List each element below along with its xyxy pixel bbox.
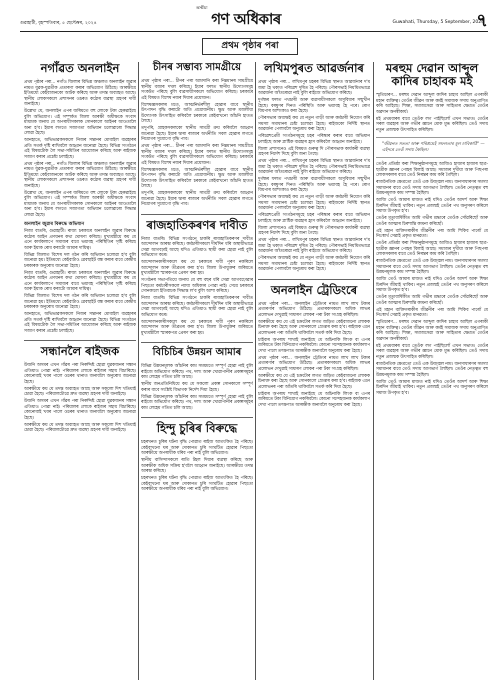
article-paragraph: প্ৰথম পৃষ্ঠাৰ পৰা... চীনৰ পৰা আমদানি কৰা নিম্নমানৰ সামগ্ৰীয়ে স্থানীয় বজাৰ দখল কৰিছে। ইয়াৰ ফলত স্থানীয় উদ্যোগসমূহ সংকটত পৰিছে বুলি ব্যৱসায়ীসকলে অভিযোগ কৰিছে। চৰকাৰে এই বিষয়ত বিশেষ নজৰ দিয়াৰ প্ৰয়োজন।: [141, 79, 253, 101]
article-headline: নগাঁৱত অনলাইন: [40, 61, 120, 75]
article-paragraph: আন্দোলনকাৰীসকলে কয় যে চৰকাৰে দাবী পূৰণ নকৰিলে আন্দোলন আৰু তীব্ৰতৰ কৰা হ'ব। জিলা উপায়ুক্তৰ জৰিয়তে মুখ্যমন্ত্ৰীলৈ স্মাৰকপত্ৰ প্ৰেৰণ কৰা হয়।: [141, 319, 253, 336]
article-theft: [141, 422, 253, 493]
article-paragraph: চহৰখনত চুৰিৰ ঘটনা বৃদ্ধি পোৱাত ৰাইজ আতংকিত হৈ পৰিছে। কেইবাখনো ঘৰ আৰু দোকানত চুৰি সংঘটিত হোৱাৰ পিছতো আৰক্ষীয়ে অপৰাধীক ধৰিব পৰা নাই বুলি অভিযোগ।: [141, 440, 253, 456]
article-paragraph: আৰক্ষীয়ে কয় যে এই চক্ৰটোৰ লগত জড়িত কেইবাজনো লোকক চিনাক্ত কৰা হৈছে আৰু সোনকালে গ্ৰেপ্তাৰ কৰা হ'ব। ৰাইজক এনে প্ৰলোভনৰ পৰা আঁতৰি থাকিবলৈ সতৰ্ক কৰি দিয়া হৈছে।: [258, 319, 370, 336]
article-paragraph: সংগঠনৰ সভাপতিয়ে জনায় যে বহু বছৰ ধৰি সেৱা আগবঢ়োৱাৰ পিছতো কৰ্মচাৰীসকলে ন্যায্য অধিকাৰ পোৱা নাই। সেয়ে চৰকাৰে সোনকালে ইতিবাচক সিদ্ধান্ত ল'ব বুলি আশা কৰিছে।: [141, 278, 253, 294]
article-separator: [141, 214, 253, 215]
column-divider: [138, 62, 139, 680]
article-paragraph: পৌৰসভাৰ অধ্যক্ষই কয় যে নতুন গাড়ী আৰু কৰ্মচাৰী নিয়োগ কৰি সমস্যা সমাধানৰ চেষ্টা চলোৱা হৈছে। ৰাইজকো নিৰ্দিষ্ট স্থানত আৱৰ্জনা পেলাবলৈ অনুৰোধ কৰা হৈছে।: [258, 116, 370, 132]
column-3: [258, 58, 370, 684]
article-paragraph: তেওঁৰ মৃত্যুবাৰ্ষিকীত আমি গভীৰ শ্ৰদ্ধাৰে তেওঁক সোঁৱৰিছোঁ আৰু তেওঁৰ আত্মাৰ চিৰশান্তি কামনা কৰিছোঁ।: [376, 216, 488, 227]
article-paragraph: দুৰ্গন্ধৰ ফলত পথচাৰী আৰু ব্যৱসায়ীসকলে অসুবিধাৰ সন্মুখীন হৈছে। বৰষুণৰ দিনত পৰিস্থিতি আৰু ভয়াবহ হৈ পৰে। ৰোগ বিয়পাৰ আশংকাও কৰা হৈছে।: [258, 98, 370, 114]
article-paragraph: চাইবাৰ অপৰাধ শাখাই জনাইছে যে অচিনাকি লিংক বা এপৰ জৰিয়তে টকা বিনিয়োগ নকৰিবলৈ। কোনো সন্দেহজনক কাৰ্যকলাপ দেখা পালে তৎক্ষণাত আৰক্ষীক জনাবলৈ অনুৰোধ কৰা হৈছে।: [258, 337, 370, 354]
article-paragraph: আৰক্ষীয়ে কয় যে তদন্ত অব্যাহত আছে আৰু সকলো দিশ খতিয়াই চোৱা হৈছে। পৰিয়ালটোৱে দ্ৰুত ব্যৱস্থা গ্ৰহণৰ দাবী জনাইছে।: [24, 422, 136, 433]
quote-rule: [376, 157, 488, 158]
article-paragraph: এই মহান ব্যক্তিগৰাকীৰ জীৱনীৰ পৰা আমি শিকিব পাৰোঁ যে নিঃস্বাৰ্থ সেৱাই প্ৰকৃত মানৱতা।: [376, 307, 488, 318]
article-paragraph: প্ৰথম পৃষ্ঠাৰ পৰা... লখিমপুৰ চহৰৰ বিভিন্ন স্থানত আৱৰ্জনাৰ দ'ম জমা হৈ থকাত পৰিৱেশ দূষিত হৈ পৰিছে। পৌৰসভাই নিয়মিতভাৱে আৱৰ্জনা আঁতৰোৱা নাই বুলি ৰাইজে অভিযোগ কৰিছে।: [258, 238, 370, 254]
article-paragraph: বিশেষজ্ঞসকলৰ মতে, আত্মনিৰ্ভৰশীল হোৱাৰ বাবে স্থানীয় উৎপাদন বৃদ্ধি কৰাটো অতি প্ৰয়োজনীয়। ক্ষুদ্ৰ আৰু মজলীয়া উদ্যোগক উৎসাহিত কৰিবলৈ চৰকাৰে কেইবাখনো আঁচনি হাতত লৈছে।: [141, 102, 253, 124]
newspaper-title-text: গণ অধিকাৰ: [211, 10, 281, 28]
article-paragraph: মই প্ৰথমবাৰৰ বাবে তেওঁক লগ পাইছিলোঁ এখন সভাত। তেওঁৰ সৰল ব্যৱহাৰ আৰু গভীৰ জ্ঞানে মোক মুগ্ধ কৰিছিল। তেওঁ সদায় নতুন প্ৰজন্মক উৎসাহিত কৰিছিল।: [376, 343, 488, 360]
article-headline: ৰাজহাতিকৰণৰ দাবীত: [146, 217, 248, 232]
masthead-date-assamese: গুৱাহাটী, বৃহস্পতিবাৰ, ৫ ছেপ্টেম্বৰ, ২০২৪: [20, 21, 97, 26]
article-paragraph: স্থানীয় জনপ্ৰতিনিধিয়ে কয় যে সকলো প্ৰকল্প সোনকালে সম্পূৰ্ণ কৰাৰ বাবে সংশ্লিষ্ট বিভাগক নিৰ্দেশ দিয়া হৈছে।: [141, 382, 253, 393]
article-nagaon-online: [24, 62, 136, 334]
article-paragraph: আজি তেওঁ আমাৰ মাজত নাই যদিও তেওঁৰ আদৰ্শ আৰু শিক্ষা চিৰদিন জীয়াই থাকিব। নতুন প্ৰজন্মই তেওঁৰ পথ অনুসৰণ কৰিলে সমাজ উপকৃত হ'ব।: [376, 277, 488, 293]
article-paragraph: নিজা বাতৰি, গুৱাহাটী। ৰাজ্য চৰকাৰে অনলাইন জুৱাৰ বিৰুদ্ধে কঠোৰ আইন প্ৰণয়নৰ কথা ঘোষণা কৰিছে। মুখ্যমন্ত্ৰীয়ে কয় যে এনে কাৰ্যকলাপে সমাজৰ বাবে ভয়াবহ পৰিস্থিতিৰ সৃষ্টি কৰিছে আৰু ইয়াক ৰোধ কৰাটো আমাৰ দায়িত্ব।: [24, 270, 136, 292]
column-divider: [373, 62, 374, 680]
column-2: [141, 58, 253, 684]
section-banner: প্ৰথম পৃষ্ঠাৰ পৰা: [202, 38, 298, 55]
article-paragraph: পৰিৱেশপ্ৰেমী সংগঠনসমূহে চহৰ পৰিষ্কাৰ কৰাৰ বাবে অভিযান চলাইছে আৰু প্লাষ্টিক ব্যৱহাৰ হ্ৰাস কৰিবলৈ আহ্বান জনাইছে।: [258, 134, 370, 145]
article-paragraph: নিজা বাতৰি। বিভিন্ন সংগঠনে চাকৰি ৰাজহাতিকৰণৰ দাবীত আন্দোলন আৰম্ভ কৰিছে। কৰ্মচাৰীসকলে দীৰ্ঘদিন ধৰি অস্থায়ীভাৱে সেৱা আগবঢ়াই আছে যদিও এতিয়াও স্থায়ী কৰা হোৱা নাই বুলি অভিযোগ কৰে।: [141, 236, 253, 258]
article-paragraph: নিজা বাতৰি, গুৱাহাটী। ৰাজ্য চৰকাৰে অনলাইন জুৱাৰ বিৰুদ্ধে কঠোৰ আইন প্ৰণয়নৰ কথা ঘোষণা কৰিছে। মুখ্যমন্ত্ৰীয়ে কয় যে এনে কাৰ্যকলাপে সমাজৰ বাবে ভয়াবহ পৰিস্থিতিৰ সৃষ্টি কৰিছে আৰু ইয়াক ৰোধ কৰাটো আমাৰ দায়িত্ব।: [24, 229, 136, 251]
article-china-goods: [141, 62, 253, 208]
article-paragraph: আজি তেওঁ আমাৰ মাজত নাই যদিও তেওঁৰ আদৰ্শ আৰু শিক্ষা চিৰদিন জীয়াই থাকিব। নতুন প্ৰজন্মই তেওঁৰ পথ অনুসৰণ কৰিলে সমাজ উপকৃত হ'ব।: [376, 379, 488, 396]
article-paragraph: উল্লেখ্য যে, অনলাইন এপৰ জৰিয়তে বহু লোকে টকা হেৰুৱাইছে বুলি অভিযোগ। এই সম্পৰ্কত জিলা আৰক্ষী অধীক্ষকে সংবাদ মাধ্যমক জনায় যে অপৰাধীসকলক সোনকালে আইনৰ আওতালৈ অনা হ'ব। ইয়াৰ লগতে সজাগতা অভিযান চলোৱাৰো সিদ্ধান্ত লোৱা হৈছে।: [24, 190, 136, 218]
article-paragraph: চাইবাৰ অপৰাধ শাখাই জনাইছে যে অচিনাকি লিংক বা এপৰ জৰিয়তে টকা বিনিয়োগ নকৰিবলৈ। কোনো সন্দেহজনক কাৰ্যকলাপ দেখা পালে তৎক্ষণাত আৰক্ষীক জনাবলৈ অনুৰোধ কৰা হৈছে।: [258, 391, 370, 408]
article-paragraph: আন্দোলনকাৰীসকলে কয় যে চৰকাৰে দাবী পূৰণ নকৰিলে আন্দোলন আৰু তীব্ৰতৰ কৰা হ'ব। জিলা উপায়ুক্তৰ জৰিয়তে মুখ্যমন্ত্ৰীলৈ স্মাৰকপত্ৰ প্ৰেৰণ কৰা হয়।: [141, 260, 253, 276]
article-dewan-abdul-kadir: [376, 62, 488, 396]
column-divider: [255, 62, 256, 680]
article-paragraph: জিলা প্ৰশাসনেও এই বিষয়ত গুৰুত্ব দি পৌৰসভাক কাৰ্যকৰী ব্যৱস্থা গ্ৰহণৰ নিৰ্দেশ দিছে বুলি জনা গৈছে।: [258, 225, 370, 236]
article-paragraph: বিভিন্ন জিলাত বিশেষ দল গঠন কৰি অভিযান চলোৱা হ'ব বুলি জনোৱা হয়। ইতিমধ্যে কেইবাটাও ৱেবছাইট বন্ধ কৰাৰ বাবে কেন্দ্ৰীয় চৰকাৰক অনুৰোধ জনোৱা হৈছে।: [24, 252, 136, 269]
article-paragraph: পৰিৱেশপ্ৰেমী সংগঠনসমূহে চহৰ পৰিষ্কাৰ কৰাৰ বাবে অভিযান চলাইছে আৰু প্লাষ্টিক ব্যৱহাৰ হ্ৰাস কৰিবলৈ আহ্বান জনাইছে।: [258, 213, 370, 224]
article-paragraph: পৌৰসভাৰ অধ্যক্ষই কয় যে নতুন গাড়ী আৰু কৰ্মচাৰী নিয়োগ কৰি সমস্যা সমাধানৰ চেষ্টা চলোৱা হৈছে। ৰাইজকো নিৰ্দিষ্ট স্থানত আৱৰ্জনা পেলাবলৈ অনুৰোধ কৰা হৈছে।: [258, 195, 370, 211]
article-separator: [24, 340, 136, 341]
article-paragraph: আনহাতে, অভিভাৱকসকলে নিজৰ সন্তানৰ মোবাইল ব্যৱহাৰৰ প্ৰতি সতৰ্ক দৃষ্টি ৰাখিবলৈ আহ্বান জনোৱা হৈছে। বিভিন্ন সংগঠনে এই বিষয়টোক লৈ সভা-সমিতিৰ আয়োজন কৰিছে আৰু ৰাইজক সজাগ কৰাৰ প্ৰচেষ্টা চলাইছে।: [24, 138, 136, 160]
article-paragraph: ৰাজনৈতিক ক্ষেত্ৰতো তেওঁ এক উজ্জ্বল নাম। জনসাধাৰণৰ সমস্যা সমাধানৰ বাবে তেওঁ সদায় আগভাগ লৈছিল। তেওঁৰ নেতৃত্বত বহু উন্নয়নমূলক কাম সম্পন্ন হৈছিল।: [376, 361, 488, 378]
article-headline: অনলাইন ট্ৰেডিংৰে: [270, 282, 358, 297]
article-regularisation: [141, 219, 253, 337]
article-paragraph: বিভিন্ন উন্নয়নমূলক আঁচনিৰ কাম সময়মতে সম্পূৰ্ণ হোৱা নাই বুলি ৰাইজে অভিযোগ কৰিছে। পথ, দলং আৰু খোৱাপানীৰ প্ৰকল্পসমূহৰ কাম লেহেম গতিত চলি আছে।: [141, 364, 253, 380]
article-separator: [141, 342, 253, 343]
article-paragraph: ৰাজনৈতিক ক্ষেত্ৰতো তেওঁ এক উজ্জ্বল নাম। জনসাধাৰণৰ সমস্যা সমাধানৰ বাবে তেওঁ সদায় আগভাগ লৈছিল। তেওঁৰ নেতৃত্বত বহু উন্নয়নমূলক কাম সম্পন্ন হৈছিল।: [376, 259, 488, 275]
article-paragraph: বিশেষজ্ঞসকলৰ মতে, আত্মনিৰ্ভৰশীল হোৱাৰ বাবে স্থানীয় উৎপাদন বৃদ্ধি কৰাটো অতি প্ৰয়োজনীয়। ক্ষুদ্ৰ আৰু মজলীয়া উদ্যোগক উৎসাহিত কৰিবলৈ চৰকাৰে কেইবাখনো আঁচনি হাতত লৈছে।: [141, 167, 253, 189]
article-paragraph: স্মৃতিচাৰণ... মৰহুম দেৱান আব্দুল কাদিৰ চাহাব আছিল এগৰাকী মহান ব্যক্তিত্ব। তেওঁৰ জীৱন আৰু কৰ্মই সমাজক সদায় অনুপ্ৰাণিত কৰি আহিছে। শিক্ষা, সমাজসেৱা আৰু সাহিত্যৰ ক্ষেত্ৰত তেওঁৰ অৱদান অনস্বীকাৰ্য।: [376, 320, 488, 342]
article-paragraph: প্ৰথম পৃষ্ঠাৰ পৰা... চীনৰ পৰা আমদানি কৰা নিম্নমানৰ সামগ্ৰীয়ে স্থানীয় বজাৰ দখল কৰিছে। ইয়াৰ ফলত স্থানীয় উদ্যোগসমূহ সংকটত পৰিছে বুলি ব্যৱসায়ীসকলে অভিযোগ কৰিছে। চৰকাৰে এই বিষয়ত বিশেষ নজৰ দিয়াৰ প্ৰয়োজন।: [141, 144, 253, 166]
newspaper-title: [196, 5, 296, 33]
article-paragraph: জিলা প্ৰশাসনেও এই বিষয়ত গুৰুত্ব দি পৌৰসভাক কাৰ্যকৰী ব্যৱস্থা গ্ৰহণৰ নিৰ্দেশ দিছে বুলি জনা গৈছে।: [258, 146, 370, 157]
article-headline: হিন্দু চুৰিৰ বিৰুদ্ধে: [156, 421, 238, 435]
article-headline: মৰহুম দেৱান আব্দুল কাদিৰ চাহাবক মই: [385, 61, 479, 88]
article-paragraph: আৰক্ষীয়ে কয় যে তদন্ত অব্যাহত আছে আৰু সকলো দিশ খতিয়াই চোৱা হৈছে। পৰিয়ালটোৱে দ্ৰুত ব্যৱস্থা গ্ৰহণৰ দাবী জনাইছে।: [24, 386, 136, 397]
page-number: ৭: [476, 10, 488, 31]
newspaper-title-small: অসমীয়া: [196, 5, 207, 10]
article-paragraph: উল্লেখ্য যে, অনলাইন এপৰ জৰিয়তে বহু লোকে টকা হেৰুৱাইছে বুলি অভিযোগ। এই সম্পৰ্কত জিলা আৰক্ষী অধীক্ষকে সংবাদ মাধ্যমক জনায় যে অপৰাধীসকলক সোনকালে আইনৰ আওতালৈ অনা হ'ব। ইয়াৰ লগতে সজাগতা অভিযান চলোৱাৰো সিদ্ধান্ত লোৱা হৈছে।: [24, 109, 136, 136]
article-headline: লখিমপুৰত আৱৰ্জনাৰ: [264, 61, 364, 75]
article-paragraph: তেওঁৰ প্ৰতিষ্ঠা কৰা শিক্ষানুষ্ঠানসমূহে আজিও হাজাৰ হাজাৰ ছাত্ৰ-ছাত্ৰীক জ্ঞানৰ পোহৰ বিলাই আছে। সমাজৰ দুখীয়া আৰু পিছপৰা লোকসকলৰ বাবে তেওঁ নিৰন্তৰ কাম কৰি গৈছিল।: [376, 241, 488, 257]
article-paragraph: ৰাজনৈতিক ক্ষেত্ৰতো তেওঁ এক উজ্জ্বল নাম। জনসাধাৰণৰ সমস্যা সমাধানৰ বাবে তেওঁ সদায় আগভাগ লৈছিল। তেওঁৰ নেতৃত্বত বহু উন্নয়নমূলক কাম সম্পন্ন হৈছিল।: [376, 180, 488, 196]
article-paragraph: উজনি অসমৰ এখন গাঁৱৰ পৰা নিৰুদ্দিষ্ট হোৱা যুৱকজনৰ সন্ধান এতিয়াও পোৱা নাই। পৰিয়ালৰ লোকে ৰাইজৰ সহায় বিচাৰিছে। কোনোবাই খবৰ পালে ওচৰৰ থানাত জনাবলৈ অনুৰোধ জনোৱা হৈছে।: [24, 399, 136, 421]
article-paragraph: প্ৰথম পৃষ্ঠাৰ পৰা... অনলাইন ট্ৰেডিংৰ নামত লাখ লাখ টকাৰ প্ৰতাৰণাৰ অভিযোগ উঠিছে। প্ৰতাৰকসকলে অধিক লাভৰ প্ৰলোভন দেখুৱাই সাধাৰণ লোকৰ পৰা টকা সংগ্ৰহ কৰিছিল।: [258, 301, 370, 318]
article-paragraph: বিভিন্ন জিলাত বিশেষ দল গঠন কৰি অভিযান চলোৱা হ'ব বুলি জনোৱা হয়। ইতিমধ্যে কেইবাটাও ৱেবছাইট বন্ধ কৰাৰ বাবে কেন্দ্ৰীয় চৰকাৰক অনুৰোধ জনোৱা হৈছে।: [24, 294, 136, 310]
article-lakhimpur-garbage: [258, 62, 370, 273]
article-paragraph: তেওঁৰ প্ৰতিষ্ঠা কৰা শিক্ষানুষ্ঠানসমূহে আজিও হাজাৰ হাজাৰ ছাত্ৰ-ছাত্ৰীক জ্ঞানৰ পোহৰ বিলাই আছে। সমাজৰ দুখীয়া আৰু পিছপৰা লোকসকলৰ বাবে তেওঁ নিৰন্তৰ কাম কৰি গৈছিল।: [376, 162, 488, 178]
article-paragraph: চহৰখনত চুৰিৰ ঘটনা বৃদ্ধি পোৱাত ৰাইজ আতংকিত হৈ পৰিছে। কেইবাখনো ঘৰ আৰু দোকানত চুৰি সংঘটিত হোৱাৰ পিছতো আৰক্ষীয়ে অপৰাধীক ধৰিব পৰা নাই বুলি অভিযোগ।: [141, 476, 253, 492]
article-headline: বিচিচিৰ উন্নয়ন আমাৰ: [152, 347, 242, 358]
article-paragraph: বিভিন্ন উন্নয়নমূলক আঁচনিৰ কাম সময়মতে সম্পূৰ্ণ হোৱা নাই বুলি ৰাইজে অভিযোগ কৰিছে। পথ, দলং আৰু খোৱাপানীৰ প্ৰকল্পসমূহৰ কাম লেহেম গতিত চলি আছে।: [141, 394, 253, 411]
article-search-public: [24, 345, 136, 434]
column-1: [24, 58, 136, 684]
article-paragraph: আনহাতে, অভিভাৱকসকলে নিজৰ সন্তানৰ মোবাইল ব্যৱহাৰৰ প্ৰতি সতৰ্ক দৃষ্টি ৰাখিবলৈ আহ্বান জনোৱা হৈছে। বিভিন্ন সংগঠনে এই বিষয়টোক লৈ সভা-সমিতিৰ আয়োজন কৰিছে আৰু ৰাইজক সজাগ কৰাৰ প্ৰচেষ্টা চলাইছে।: [24, 312, 136, 334]
article-paragraph: প্ৰথম পৃষ্ঠাৰ পৰা... লখিমপুৰ চহৰৰ বিভিন্ন স্থানত আৱৰ্জনাৰ দ'ম জমা হৈ থকাত পৰিৱেশ দূষিত হৈ পৰিছে। পৌৰসভাই নিয়মিতভাৱে আৱৰ্জনা আঁতৰোৱা নাই বুলি ৰাইজে অভিযোগ কৰিছে।: [258, 159, 370, 175]
article-paragraph: তেওঁৰ মৃত্যুবাৰ্ষিকীত আমি গভীৰ শ্ৰদ্ধাৰে তেওঁক সোঁৱৰিছোঁ আৰু তেওঁৰ আত্মাৰ চিৰশান্তি কামনা কৰিছোঁ।: [376, 295, 488, 306]
article-paragraph: প্ৰথম পৃষ্ঠাৰ পৰা... অনলাইন ট্ৰেডিংৰ নামত লাখ লাখ টকাৰ প্ৰতাৰণাৰ অভিযোগ উঠিছে। প্ৰতাৰকসকলে অধিক লাভৰ প্ৰলোভন দেখুৱাই সাধাৰণ লোকৰ পৰা টকা সংগ্ৰহ কৰিছিল।: [258, 355, 370, 372]
article-quote: "জীৱনত সততা আৰু পৰিশ্ৰমেই সফলতাৰ মূল চাবিকাঠি" — এইদৰে তেওঁ সদায় কৈছিল।: [382, 142, 485, 153]
article-separator: [258, 279, 370, 280]
article-online-trading: [258, 284, 370, 409]
article-paragraph: দুৰ্গন্ধৰ ফলত পথচাৰী আৰু ব্যৱসায়ীসকলে অসুবিধাৰ সন্মুখীন হৈছে। বৰষুণৰ দিনত পৰিস্থিতি আৰু ভয়াবহ হৈ পৰে। ৰোগ বিয়পাৰ আশংকাও কৰা হৈছে।: [258, 177, 370, 193]
column-4: [376, 58, 488, 684]
article-paragraph: প্ৰথম পৃষ্ঠাৰ পৰা... লখিমপুৰ চহৰৰ বিভিন্ন স্থানত আৱৰ্জনাৰ দ'ম জমা হৈ থকাত পৰিৱেশ দূষিত হৈ পৰিছে। পৌৰসভাই নিয়মিতভাৱে আৱৰ্জনা আঁতৰোৱা নাই বুলি ৰাইজে অভিযোগ কৰিছে।: [258, 80, 370, 96]
masthead-date-english: Guwahati, Thursday, 5 September, 2024: [392, 20, 484, 25]
article-paragraph: এই মহান ব্যক্তিগৰাকীৰ জীৱনীৰ পৰা আমি শিকিব পাৰোঁ যে নিঃস্বাৰ্থ সেৱাই প্ৰকৃত মানৱতা।: [376, 228, 488, 239]
article-paragraph: তদুপৰি, গ্ৰাহকসকলকো স্থানীয় সামগ্ৰী ক্ৰয় কৰিবলৈ আহ্বান জনোৱা হৈছে। ইয়াৰ দ্বাৰা ৰাজ্যৰ অৰ্থনীতি সবল হোৱাৰ লগতে নিয়োগৰ সুযোগো বৃদ্ধি পাব।: [141, 126, 253, 142]
article-subheadline: অনলাইন জুৱাৰ বিৰুদ্ধে অভিযান: [24, 222, 85, 227]
article-paragraph: উজনি অসমৰ এখন গাঁৱৰ পৰা নিৰুদ্দিষ্ট হোৱা যুৱকজনৰ সন্ধান এতিয়াও পোৱা নাই। পৰিয়ালৰ লোকে ৰাইজৰ সহায় বিচাৰিছে। কোনোবাই খবৰ পালে ওচৰৰ থানাত জনাবলৈ অনুৰোধ জনোৱা হৈছে।: [24, 363, 136, 385]
article-headline: সন্ধানলৈ ৰাইজক: [40, 344, 120, 358]
article-paragraph: আজি তেওঁ আমাৰ মাজত নাই যদিও তেওঁৰ আদৰ্শ আৰু শিক্ষা চিৰদিন জীয়াই থাকিব। নতুন প্ৰজন্মই তেওঁৰ পথ অনুসৰণ কৰিলে সমাজ উপকৃত হ'ব।: [376, 198, 488, 214]
article-separator: [141, 417, 253, 418]
article-paragraph: প্ৰথম পৃষ্ঠাৰ পৰা... নগাঁও জিলাৰ বিভিন্ন অঞ্চলত অনলাইন জুৱাৰ নামত যুৱক-যুৱতীক প্ৰতাৰণা কৰাৰ অভিযোগ উঠিছে। আৰক্ষীয়ে ইতিমধ্যে কেইবাজনকো আটক কৰিছে আৰু তদন্ত অব্যাহত আছে। স্থানীয় লোকসকলে প্ৰশাসনৰ ওচৰত কঠোৰ ব্যৱস্থা গ্ৰহণৰ দাবী জনাইছে।: [24, 161, 136, 189]
article-paragraph: পৌৰসভাৰ অধ্যক্ষই কয় যে নতুন গাড়ী আৰু কৰ্মচাৰী নিয়োগ কৰি সমস্যা সমাধানৰ চেষ্টা চলোৱা হৈছে। ৰাইজকো নিৰ্দিষ্ট স্থানত আৱৰ্জনা পেলাবলৈ অনুৰোধ কৰা হৈছে।: [258, 256, 370, 272]
article-paragraph: মই প্ৰথমবাৰৰ বাবে তেওঁক লগ পাইছিলোঁ এখন সভাত। তেওঁৰ সৰল ব্যৱহাৰ আৰু গভীৰ জ্ঞানে মোক মুগ্ধ কৰিছিল। তেওঁ সদায় নতুন প্ৰজন্মক উৎসাহিত কৰিছিল।: [376, 116, 488, 133]
article-paragraph: তদুপৰি, গ্ৰাহকসকলকো স্থানীয় সামগ্ৰী ক্ৰয় কৰিবলৈ আহ্বান জনোৱা হৈছে। ইয়াৰ দ্বাৰা ৰাজ্যৰ অৰ্থনীতি সবল হোৱাৰ লগতে নিয়োগৰ সুযোগো বৃদ্ধি পাব।: [141, 191, 253, 207]
article-paragraph: স্মৃতিচাৰণ... মৰহুম দেৱান আব্দুল কাদিৰ চাহাব আছিল এগৰাকী মহান ব্যক্তিত্ব। তেওঁৰ জীৱন আৰু কৰ্মই সমাজক সদায় অনুপ্ৰাণিত কৰি আহিছে। শিক্ষা, সমাজসেৱা আৰু সাহিত্যৰ ক্ষেত্ৰত তেওঁৰ অৱদান অনস্বীকাৰ্য।: [376, 93, 488, 115]
article-paragraph: স্থানীয় বাসিন্দাসকলে ৰাতি টহল দিয়াৰ ব্যৱস্থা কৰিছে আৰু আৰক্ষীক অধিক সক্ৰিয় হ'বলৈ আহ্বান জনাইছে। আৰক্ষীয়ে তদন্ত আৰম্ভ কৰিছে।: [141, 458, 253, 474]
article-headline: চীনৰ সম্ভাব্য সামগ্ৰীয়ে: [152, 62, 242, 73]
article-paragraph: আৰক্ষীয়ে কয় যে এই চক্ৰটোৰ লগত জড়িত কেইবাজনো লোকক চিনাক্ত কৰা হৈছে আৰু সোনকালে গ্ৰেপ্তাৰ কৰা হ'ব। ৰাইজক এনে প্ৰলোভনৰ পৰা আঁতৰি থাকিবলৈ সতৰ্ক কৰি দিয়া হৈছে।: [258, 373, 370, 390]
article-development: [141, 347, 253, 411]
masthead: [20, 6, 488, 32]
article-paragraph: নিজা বাতৰি। বিভিন্ন সংগঠনে চাকৰি ৰাজহাতিকৰণৰ দাবীত আন্দোলন আৰম্ভ কৰিছে। কৰ্মচাৰীসকলে দীৰ্ঘদিন ধৰি অস্থায়ীভাৱে সেৱা আগবঢ়াই আছে যদিও এতিয়াও স্থায়ী কৰা হোৱা নাই বুলি অভিযোগ কৰে।: [141, 296, 253, 318]
article-paragraph: প্ৰথম পৃষ্ঠাৰ পৰা... নগাঁও জিলাৰ বিভিন্ন অঞ্চলত অনলাইন জুৱাৰ নামত যুৱক-যুৱতীক প্ৰতাৰণা কৰাৰ অভিযোগ উঠিছে। আৰক্ষীয়ে ইতিমধ্যে কেইবাজনকো আটক কৰিছে আৰু তদন্ত অব্যাহত আছে। স্থানীয় লোকসকলে প্ৰশাসনৰ ওচৰত কঠোৰ ব্যৱস্থা গ্ৰহণৰ দাবী জনাইছে।: [24, 80, 136, 107]
quote-rule: [376, 137, 488, 138]
